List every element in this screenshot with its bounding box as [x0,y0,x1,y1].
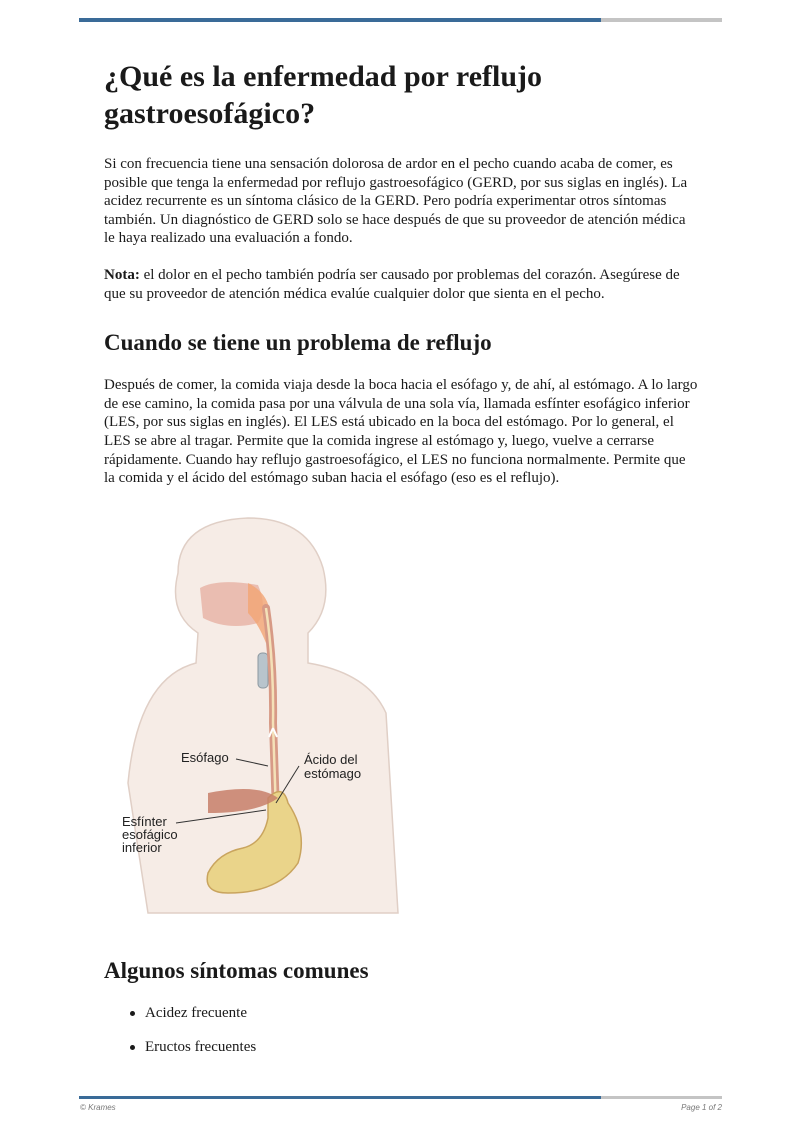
note-label: Nota: [104,266,140,283]
footer-copyright: © Krames [80,1103,116,1112]
section-heading-symptoms: Algunos síntomas comunes [104,958,369,983]
note-text: el dolor en el pecho también podría ser causado por problemas del corazón. Asegúrese de que su proveedor de atención médica evalúe cualquier dolor que sienta en el pecho. [104,266,680,302]
note-paragraph [104,266,700,303]
label-acid-line2: estómago [304,765,362,781]
footer-rule [79,1096,722,1099]
document-body [104,58,700,923]
label-sphincter-line3: inferior [122,839,162,855]
label-sphincter-line1: Esfínter [122,813,167,829]
header-rule [79,18,722,22]
anatomy-illustration [108,513,408,923]
intro-paragraph: Si con frecuencia tiene una sensación dolorosa de ardor en el pecho cuando acaba de comer, es posible que tenga la enfermedad por reflujo gastroesofágico (GERD, por sus siglas en inglés). La acidez recurrente es un síntoma clásico de la GERD. Pero podría experimentar otros síntomas también. Un diagnóstico de GERD solo se hace después de que su proveedor de atención médica le haya realizado una evaluación a fondo. [104,156,688,247]
label-acid-line1: Ácido del [304,751,358,767]
label-esophagus: Esófago [181,749,229,765]
section-heading-reflux: Cuando se tiene un problema de reflujo [104,330,492,356]
footer-page-number: Page 1 of 2 [681,1103,722,1112]
list-item: Eructos frecuentes [145,1039,257,1055]
label-sphincter-line2: esofágico [122,826,178,842]
symptom-list [145,1004,256,1072]
anatomy-drawing [108,513,408,923]
trachea [258,653,268,688]
list-item: Acidez frecuente [145,1004,256,1022]
page-title: ¿Qué es la enfermedad por reflujo gastroesofágico? [104,60,543,130]
reflux-paragraph: Después de comer, la comida viaja desde la boca hacia el esófago y, de ahí, al estómago. A lo largo de ese camino, la comida pasa por una válvula de una sola vía, llamada esfínter esofágico inferior (LES, por sus siglas en inglés). El LES está ubicado en la boca del estómago. Por lo general, el LES se abre al tragar. Permite que la comida ingrese al estómago y, luego, vuelve a cerrarse rápidamente. Cuando hay reflujo gastroesofágico, el LES no funciona normalmente. Permite que la comida y el ácido del estómago suban hacia el esófago (eso es el reflujo). [104,377,698,487]
